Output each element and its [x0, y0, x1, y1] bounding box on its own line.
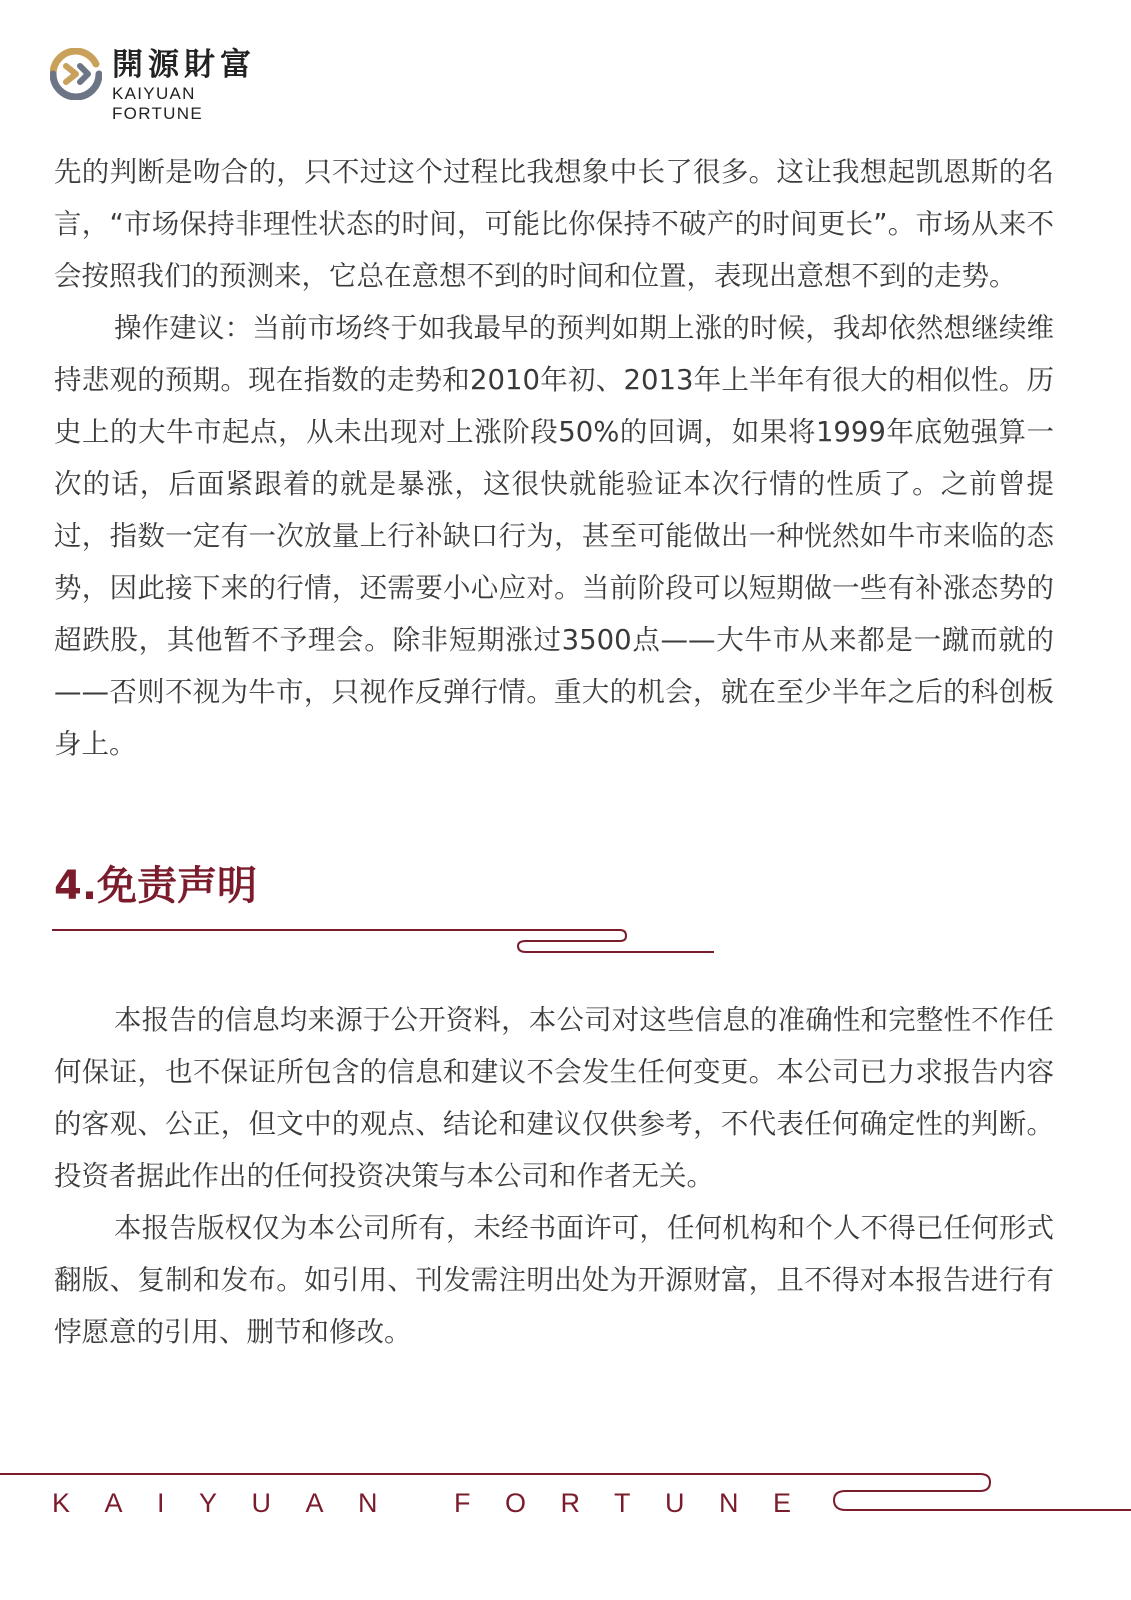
disclaimer-paragraph: 本报告的信息均来源于公开资料，本公司对这些信息的准确性和完整性不作任何保证，也不保证所包含的信息和建议不会发生任何变更。本公司已力求报告内容的客观、公正，但文中的观点、结论和建议仅供参考，不代表任何确定性的判断。投资者据此作出的任何投资决策与本公司和作者无关。	[54, 1004, 1054, 1192]
disclaimer-text	[54, 994, 1054, 1358]
logo-english-name: KAIYUAN FORTUNE	[112, 84, 203, 123]
paragraph-operation-advice: 操作建议：当前市场终于如我最早的预判如期上涨的时候，我却依然想继续维持悲观的预期。现在指数的走势和2010年初、2013年上半年有很大的相似性。历史上的大牛市起点，从未出现对上涨阶段50%的回调，如果将1999年底勉强算一次的话，后面紧跟着的就是暴涨，这很快就能验证本次行情的性质了。之前曾提过，指数一定有一次放量上行补缺口行为，甚至可能做出一种恍然如牛市来临的态势，因此接下来的行情，还需要小心应对。当前阶段可以短期做一些有补涨态势的超跌股，其他暂不予理会。除非短期涨过3500点——大牛市从来都是一蹴而就的——否则不视为牛市，只视作反弹行情。重大的机会，就在至少半年之后的科创板身上。	[54, 312, 1054, 760]
section-title: 4.免责声明	[54, 863, 258, 909]
kaiyuan-logo-icon	[50, 48, 102, 100]
paragraph: 先的判断是吻合的，只不过这个过程比我想象中长了很多。这让我想起凯恩斯的名言，“市场保持非理性状态的时间，可能比你保持不破产的时间更长”。市场从来不会按照我们的预测来，它总在意想不到的时间和位置，表现出意想不到的走势。	[54, 156, 1054, 292]
company-logo	[50, 46, 290, 123]
body-text	[54, 146, 1054, 770]
copyright-paragraph: 本报告版权仅为本公司所有，未经书面许可，任何机构和个人不得已任何形式翻版、复制和发布。如引用、刊发需注明出处为开源财富，且不得对本报告进行有悖愿意的引用、删节和修改。	[54, 1212, 1054, 1348]
section-underline-divider	[52, 924, 732, 958]
logo-chinese-name: 開源財富	[112, 47, 256, 83]
footer-brand-text: KAIYUAN FORTUNE	[52, 1488, 826, 1518]
